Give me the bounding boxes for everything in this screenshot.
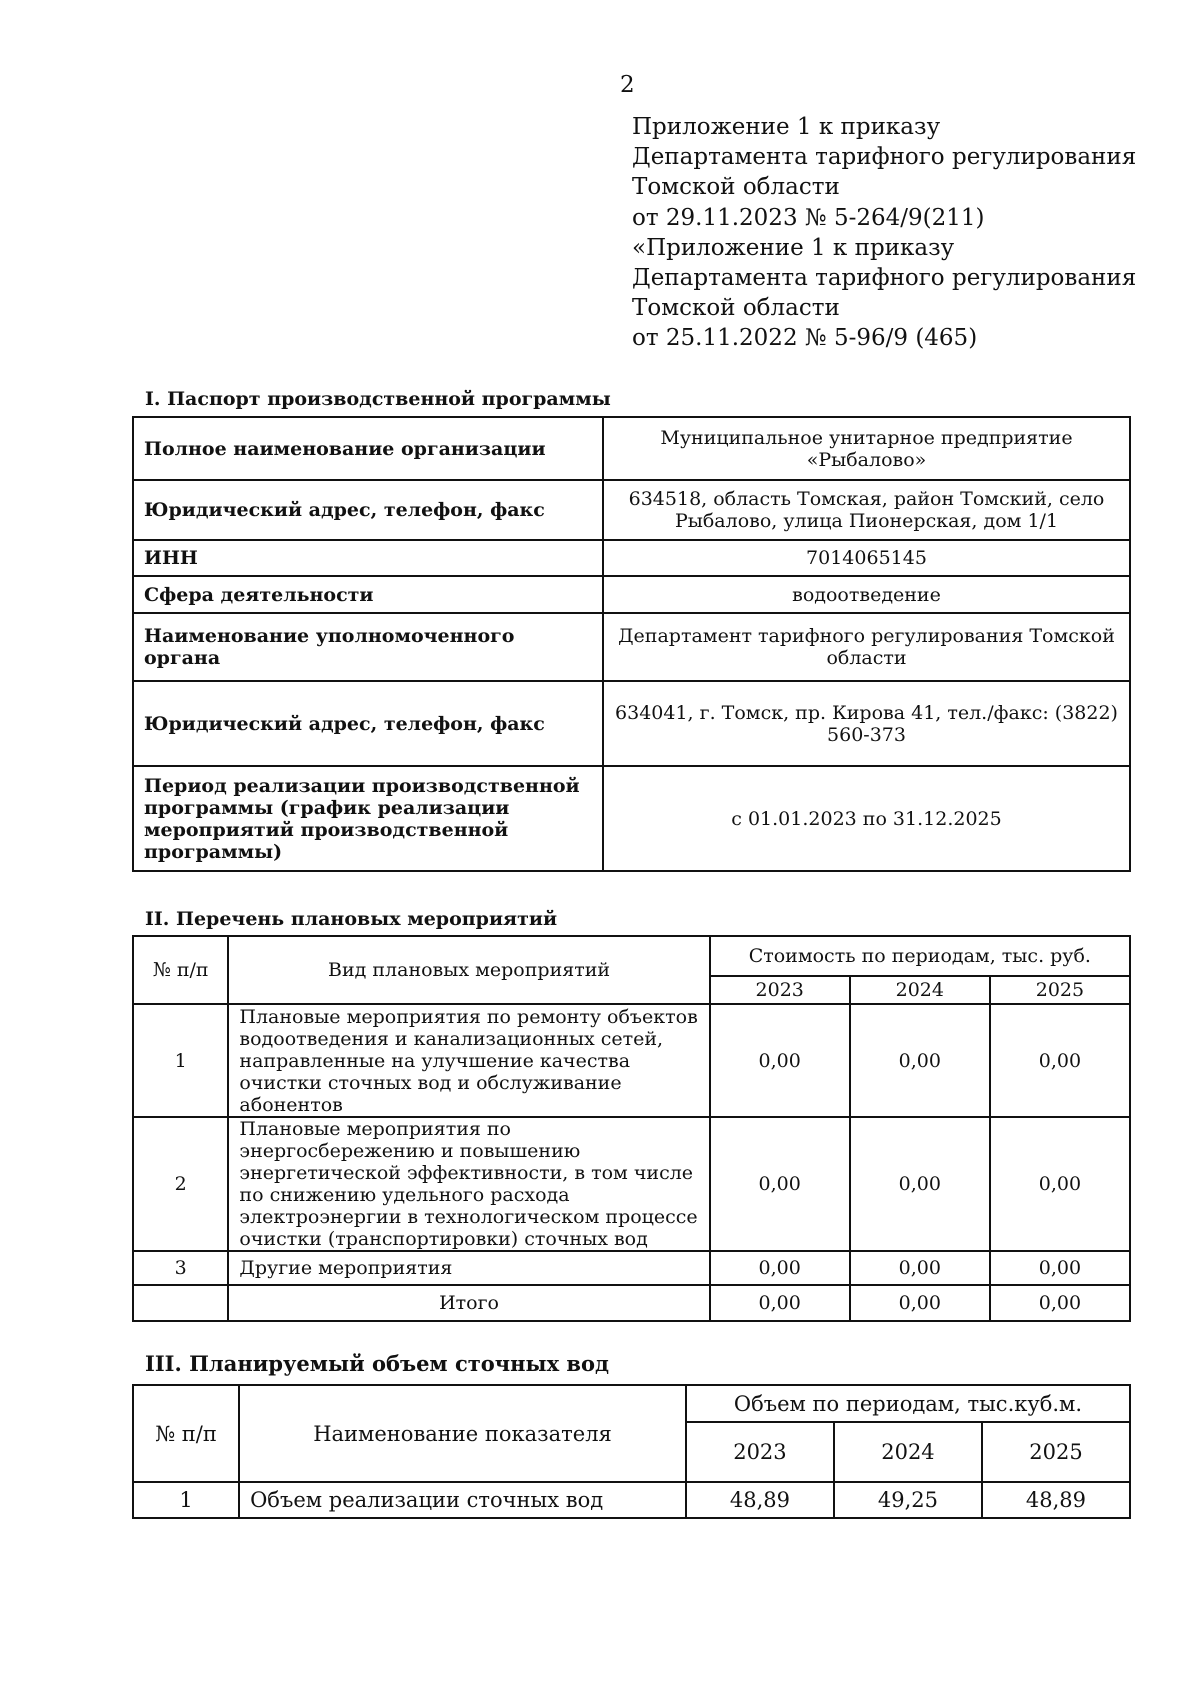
table-row [133, 1251, 1130, 1285]
header-line: Приложение 1 к приказу [632, 114, 941, 140]
cost-2023: 0,00 [710, 1004, 850, 1117]
col-name-header: Наименование показателя [239, 1385, 686, 1482]
passport-label: Наименование уполномоченного органа [133, 613, 603, 681]
cost-2023: 0,00 [710, 1117, 850, 1251]
passport-label: Полное наименование организации [133, 417, 603, 480]
col-cost-header: Стоимость по периодам, тыс. руб. [710, 936, 1130, 976]
row-num: 3 [133, 1251, 228, 1285]
row-name: Плановые мероприятия по энергосбережению и повышению энергетической эффективности, в том числе по снижению удельного расхода электроэнергии в технологическом процессе очистки (транспортировки) сточных вод [228, 1117, 709, 1251]
table-row [133, 681, 1130, 766]
col-num-header: № п/п [133, 1385, 239, 1482]
passport-value: Муниципальное унитарное предприятие «Рыбалово» [603, 417, 1130, 480]
row-name: Объем реализации сточных вод [239, 1482, 686, 1518]
passport-value: Департамент тарифного регулирования Томской области [603, 613, 1130, 681]
passport-value: 634041, г. Томск, пр. Кирова 41, тел./факс: (3822) 560-373 [603, 681, 1130, 766]
table-header-row [133, 936, 1130, 976]
table-row [133, 1004, 1130, 1117]
total-num-empty [133, 1285, 228, 1321]
total-2024: 0,00 [850, 1285, 990, 1321]
table-header-row [133, 1385, 1130, 1422]
table-row [133, 576, 1130, 613]
year-header: 2025 [982, 1422, 1130, 1482]
section3-title: III. Планируемый объем сточных вод [145, 1351, 610, 1376]
passport-value: 7014065145 [603, 540, 1130, 576]
row-num: 1 [133, 1482, 239, 1518]
year-header: 2023 [710, 976, 850, 1004]
table-row [133, 540, 1130, 576]
header-line: Департамента тарифного регулирования [632, 144, 1137, 171]
table-row [133, 417, 1130, 480]
page-number: 2 [620, 72, 635, 98]
passport-value: водоотведение [603, 576, 1130, 613]
cost-2024: 0,00 [850, 1117, 990, 1251]
year-header: 2025 [990, 976, 1130, 1004]
total-row [133, 1285, 1130, 1321]
cost-2025: 0,00 [990, 1251, 1130, 1285]
table-row [133, 613, 1130, 681]
table-row [133, 766, 1130, 871]
cost-2025: 0,00 [990, 1004, 1130, 1117]
total-2023: 0,00 [710, 1285, 850, 1321]
section1-title: I. Паспорт производственной программы [145, 388, 611, 410]
total-label: Итого [228, 1285, 709, 1321]
col-volume-header: Объем по периодам, тыс.куб.м. [686, 1385, 1130, 1422]
volume-2023: 48,89 [686, 1482, 834, 1518]
volume-table [132, 1384, 1131, 1519]
passport-label: Юридический адрес, телефон, факс [133, 480, 603, 540]
volume-2025: 48,89 [982, 1482, 1130, 1518]
header-line: Томской области [632, 174, 840, 201]
volume-2024: 49,25 [834, 1482, 982, 1518]
passport-label: Сфера деятельности [133, 576, 603, 613]
passport-value: 634518, область Томская, район Томский, село Рыбалово, улица Пионерская, дом 1/1 [603, 480, 1130, 540]
year-header: 2024 [850, 976, 990, 1004]
header-line: Департамента тарифного регулирования [632, 265, 1137, 292]
year-header: 2023 [686, 1422, 834, 1482]
appendix-header [632, 112, 1136, 354]
row-num: 2 [133, 1117, 228, 1251]
passport-value: с 01.01.2023 по 31.12.2025 [603, 766, 1130, 871]
header-line: от 29.11.2023 № 5-264/9(211) [632, 204, 985, 231]
cost-2025: 0,00 [990, 1117, 1130, 1251]
header-line: от 25.11.2022 № 5-96/9 (465) [632, 325, 978, 352]
passport-label: Период реализации производственной программы (график реализации мероприятий производственной программы) [133, 766, 603, 871]
cost-2024: 0,00 [850, 1251, 990, 1285]
col-num-header: № п/п [133, 936, 228, 1004]
table-row [133, 480, 1130, 540]
table-row [133, 1117, 1130, 1251]
col-name-header: Вид плановых мероприятий [228, 936, 709, 1004]
row-num: 1 [133, 1004, 228, 1117]
header-line: «Приложение 1 к приказу [632, 234, 955, 261]
table-row [133, 1482, 1130, 1518]
passport-label: Юридический адрес, телефон, факс [133, 681, 603, 766]
row-name: Плановые мероприятия по ремонту объектов водоотведения и канализационных сетей, направленные на улучшение качества очистки сточных вод и обслуживание абонентов [228, 1004, 709, 1117]
section2-title: II. Перечень плановых мероприятий [145, 908, 558, 930]
cost-2023: 0,00 [710, 1251, 850, 1285]
total-2025: 0,00 [990, 1285, 1130, 1321]
cost-2024: 0,00 [850, 1004, 990, 1117]
measures-table [132, 935, 1131, 1322]
passport-label: ИНН [133, 540, 603, 576]
header-line: Томской области [632, 295, 840, 322]
year-header: 2024 [834, 1422, 982, 1482]
passport-table [132, 416, 1131, 872]
row-name: Другие мероприятия [228, 1251, 709, 1285]
